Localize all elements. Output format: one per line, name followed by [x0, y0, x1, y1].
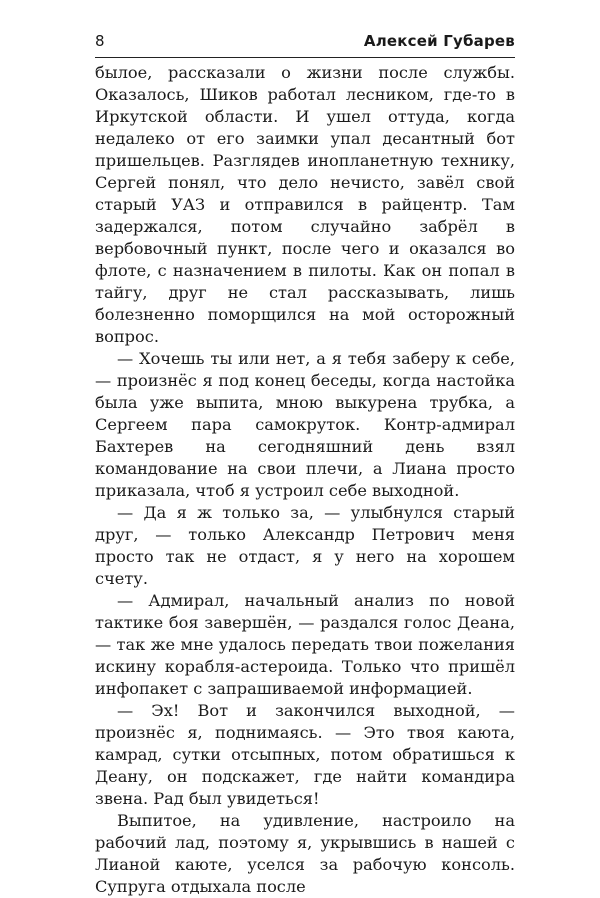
paragraph: — Эх! Вот и закончился выходной, — произнёс я, поднимаясь. — Это твоя каюта, камрад, сутки отсыпных, потом обратишься к Деану, он подскажет, где найти командира звена. Рад был увидеться! — [95, 701, 515, 808]
paragraph: — Да я ж только за, — улыбнулся старый друг, — только Александр Петрович меня просто так не отдаст, я у него на хорошем счету. — [95, 503, 515, 588]
paragraph: былое, рассказали о жизни после службы. Оказалось, Шиков работал лесником, где-то в Иркутской области. И ушел оттуда, когда недалеко от его заимки упал десантный бот пришельцев. Разглядев инопланетную технику, Сергей понял, что дело нечисто, завёл свой старый УАЗ и отправился в райцентр. Там задержался, потом случайно забрёл в вербовочный пункт, после чего и оказался во флоте, с назначением в пилоты. Как он попал в тайгу, друг не стал рассказывать, лишь болезненно поморщился на мой осторожный вопрос. — [95, 63, 515, 346]
paragraph: — Адмирал, начальный анализ по новой тактике боя завершён, — раздался голос Деана, — так же мне удалось передать твои пожелания искину корабля-астероида. Только что пришёл инфопакет с запрашиваемой информацией. — [95, 591, 515, 698]
running-head — [95, 32, 515, 54]
page-number: 8 — [95, 32, 105, 50]
header-divider — [95, 57, 515, 58]
paragraph: Выпитое, на удивление, настроило на рабочий лад, поэтому я, укрывшись в нашей с Лианой каюте, уселся за рабочую консоль. Супруга отдыхала после — [95, 811, 515, 896]
text-body — [95, 62, 515, 898]
paragraph: — Хочешь ты или нет, а я тебя заберу к себе, — произнёс я под конец беседы, когда настойка была уже выпита, мною выкурена трубка, а Сергеем пара самокруток. Контр-адмирал Бахтерев на сегодняшний день взял командование на свои плечи, а Лиана просто приказала, чтоб я устроил себе выходной. — [95, 349, 515, 500]
book-author: Алексей Губарев — [363, 32, 515, 50]
